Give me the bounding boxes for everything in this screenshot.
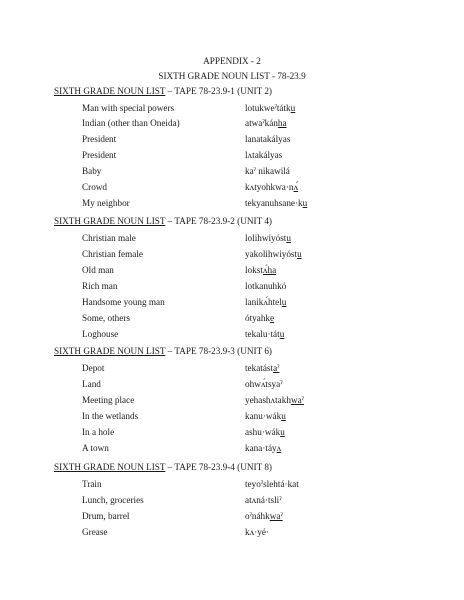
oneida-text: lanikʌ́htel	[245, 297, 282, 307]
oneida-term	[245, 443, 281, 454]
oneida-underlined-text: waˀ	[269, 511, 283, 521]
english-term: Some, others	[82, 313, 130, 323]
english-term: Train	[82, 479, 102, 489]
oneida-text: kʌ·yé·	[245, 527, 269, 537]
oneida-term	[245, 233, 291, 244]
section-heading	[54, 462, 272, 473]
oneida-text: tekalu·tát	[245, 329, 280, 339]
section-tape-label: – TAPE 78-23.9-2 (UNIT 4)	[165, 216, 272, 226]
oneida-term	[245, 198, 307, 209]
section-list-label: SIXTH GRADE NOUN LIST	[54, 86, 166, 96]
oneida-text: oˀnáhk	[245, 511, 270, 521]
oneida-term	[245, 479, 299, 490]
oneida-text: lokst	[245, 265, 263, 275]
oneida-underlined-text: ha	[277, 118, 287, 128]
oneida-text: lolihwiyóst	[245, 233, 287, 243]
oneida-term	[245, 297, 286, 308]
english-term: Handsome young man	[82, 297, 165, 307]
english-term: President	[82, 134, 117, 144]
document-subtitle: SIXTH GRADE NOUN LIST - 78-23.9	[158, 71, 306, 81]
oneida-text: ótyahk	[245, 313, 271, 323]
english-term: Christian female	[82, 249, 143, 259]
english-term: In a hole	[82, 427, 115, 437]
oneida-term	[245, 411, 286, 422]
oneida-underlined-text: u	[280, 427, 285, 437]
oneida-text: tekatást	[245, 363, 274, 373]
oneida-term	[245, 495, 281, 506]
oneida-term	[245, 511, 283, 522]
english-term: Baby	[82, 166, 102, 176]
oneida-underlined-text: u	[286, 233, 291, 243]
oneida-underlined-text: u	[279, 329, 285, 339]
section-heading	[54, 216, 272, 227]
english-term: Old man	[82, 265, 114, 275]
oneida-text: kana·táy	[245, 443, 277, 453]
oneida-underlined-text: u	[297, 249, 302, 259]
oneida-underlined-text: aˀ	[273, 363, 280, 373]
oneida-text: lanatakályas	[245, 134, 291, 144]
oneida-underlined-text: waˀ	[290, 395, 304, 405]
oneida-underlined-text: ʌ	[276, 443, 282, 453]
english-term: Grease	[82, 527, 108, 537]
oneida-term	[245, 265, 276, 276]
english-term: In the wetlands	[82, 411, 139, 421]
oneida-term	[245, 363, 279, 374]
english-term: Depot	[82, 363, 105, 373]
oneida-underlined-text: ʌ́ha	[262, 265, 277, 275]
oneida-text: yehashʌtakh	[245, 395, 291, 405]
oneida-term	[245, 103, 295, 114]
section-tape-label: – TAPE 78-23.9-4 (UNIT 8)	[165, 462, 272, 472]
section-list-label: SIXTH GRADE NOUN LIST	[54, 462, 166, 472]
oneida-underlined-text: u	[290, 103, 296, 113]
oneida-term	[245, 281, 286, 292]
oneida-text: kanu·wák	[245, 411, 282, 421]
section-list-label: SIXTH GRADE NOUN LIST	[54, 346, 166, 356]
oneida-underlined-text: u	[281, 297, 287, 307]
english-term: Drum, barrel	[82, 511, 130, 521]
english-term: Christian male	[82, 233, 136, 243]
oneida-underlined-text: e	[270, 313, 275, 323]
oneida-term	[245, 395, 304, 406]
oneida-text: kaˀ nikawilá	[245, 166, 290, 176]
oneida-term	[245, 379, 283, 390]
english-term: Meeting place	[82, 395, 135, 405]
english-term: Loghouse	[82, 329, 119, 339]
oneida-text: lotkanuhkó	[245, 281, 287, 291]
oneida-term	[245, 134, 290, 145]
oneida-term	[245, 166, 290, 177]
english-term: Crowd	[82, 182, 108, 192]
section-heading	[54, 346, 272, 357]
oneida-term	[245, 329, 284, 340]
oneida-term	[245, 182, 298, 193]
oneida-underlined-text: u	[302, 198, 308, 208]
appendix-title: APPENDIX - 2	[203, 56, 261, 66]
oneida-text: atʌná·tsliˀ	[245, 495, 282, 505]
oneida-text: tekyanuhsane·k	[245, 198, 303, 208]
english-term: Land	[82, 379, 101, 389]
oneida-text: lʌtakályas	[245, 150, 283, 160]
english-term: A town	[82, 443, 109, 453]
english-term: Rich man	[82, 281, 118, 291]
english-term: President	[82, 150, 117, 160]
oneida-text: yakolihwiyóst	[245, 249, 298, 259]
oneida-text: kʌtyohkwa·n	[245, 182, 294, 192]
oneida-term	[245, 427, 285, 438]
section-list-label: SIXTH GRADE NOUN LIST	[54, 216, 166, 226]
section-tape-label: – TAPE 78-23.9-1 (UNIT 2)	[165, 86, 272, 96]
english-term: Indian (other than Oneida)	[82, 118, 180, 128]
english-term: My neighbor	[82, 198, 130, 208]
section-tape-label: – TAPE 78-23.9-3 (UNIT 6)	[165, 346, 272, 356]
oneida-text: ashu·wák	[245, 427, 281, 437]
oneida-term	[245, 313, 274, 324]
oneida-underlined-text: ʌ́	[293, 182, 299, 192]
oneida-term	[245, 249, 302, 260]
oneida-underlined-text: u	[281, 411, 286, 421]
oneida-text: ohwʌ́tsyaˀ	[245, 379, 283, 389]
oneida-term	[245, 527, 269, 538]
oneida-term	[245, 150, 282, 161]
oneida-text: teyoˀslehtá·kat	[245, 479, 299, 489]
oneida-text: atwaˀkán	[245, 118, 278, 128]
english-term: Man with special powers	[82, 103, 175, 113]
oneida-text: lotukweˀtátk	[245, 103, 291, 113]
english-term: Lunch, groceries	[82, 495, 144, 505]
oneida-term	[245, 118, 287, 129]
section-heading	[54, 86, 272, 97]
